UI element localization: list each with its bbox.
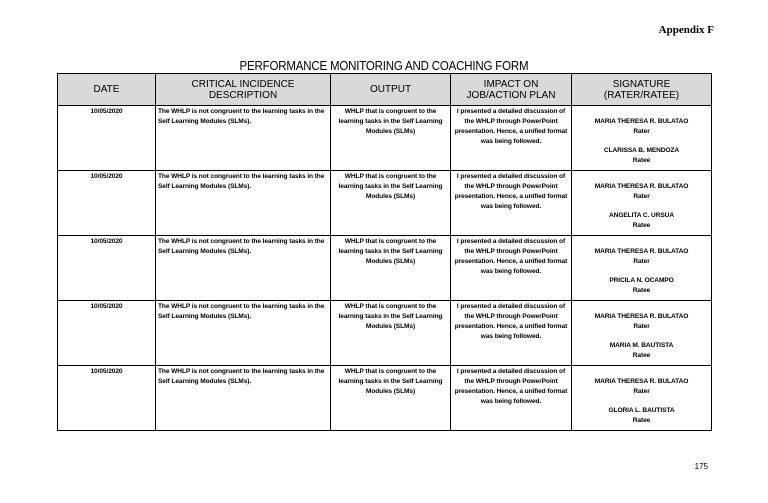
cell-output: WHLP that is congruent to the learning tasks in the Self Learning Modules (SLMs) (331, 301, 451, 366)
cell-signature (572, 236, 712, 301)
column-header-critical-incidence: CRITICAL INCIDENCE DESCRIPTION (156, 74, 331, 106)
ratee-role: Ratee (632, 352, 651, 359)
cell-signature (572, 106, 712, 171)
ratee-role: Ratee (632, 222, 651, 229)
cell-signature (572, 301, 712, 366)
cell-impact: I presented a detailed discussion of the WHLP through PowerPoint presentation. Hence, a unified format was being followed. (451, 236, 572, 301)
cell-critical-incidence: The WHLP is not congruent to the learning tasks in the Self Learning Modules (SLMs). (156, 301, 331, 366)
cell-signature (572, 366, 712, 431)
cell-critical-incidence: The WHLP is not congruent to the learning tasks in the Self Learning Modules (SLMs). (156, 366, 331, 431)
cell-critical-incidence: The WHLP is not congruent to the learning tasks in the Self Learning Modules (SLMs). (156, 106, 331, 171)
ratee-role: Ratee (632, 417, 651, 424)
cell-date: 10/05/2020 (58, 171, 156, 236)
table-header-row (58, 74, 712, 106)
cell-date: 10/05/2020 (58, 301, 156, 366)
ratee-name: CLARISSA B. MENDOZA (603, 147, 680, 154)
cell-date: 10/05/2020 (58, 236, 156, 301)
table-row (58, 236, 712, 301)
cell-impact: I presented a detailed discussion of the WHLP through PowerPoint presentation. Hence, a unified format was being followed. (451, 106, 572, 171)
coaching-form-table (57, 73, 712, 431)
rater-role: Rater (633, 193, 650, 200)
ratee-name: PRICILA N. OCAMPO (609, 277, 674, 284)
column-header-output: OUTPUT (331, 74, 451, 106)
ratee-role: Ratee (632, 287, 651, 294)
cell-output: WHLP that is congruent to the learning tasks in the Self Learning Modules (SLMs) (331, 171, 451, 236)
form-title: PERFORMANCE MONITORING AND COACHING FORM (239, 59, 529, 73)
column-header-impact: IMPACT ON JOB/ACTION PLAN (451, 74, 572, 106)
rater-name: MARIA THERESA R. BULATAO (594, 118, 689, 125)
cell-output: WHLP that is congruent to the learning tasks in the Self Learning Modules (SLMs) (331, 106, 451, 171)
page-number: 175 (694, 462, 708, 471)
rater-name: MARIA THERESA R. BULATAO (594, 313, 689, 320)
rater-name: MARIA THERESA R. BULATAO (594, 183, 689, 190)
appendix-label: Appendix F (658, 24, 714, 36)
table-row (58, 171, 712, 236)
cell-impact: I presented a detailed discussion of the WHLP through PowerPoint presentation. Hence, a unified format was being followed. (451, 171, 572, 236)
ratee-name: MARIA M. BAUTISTA (609, 342, 674, 349)
table-row (58, 301, 712, 366)
rater-role: Rater (633, 128, 650, 135)
rater-role: Rater (633, 323, 650, 330)
ratee-role: Ratee (632, 157, 651, 164)
cell-date: 10/05/2020 (58, 106, 156, 171)
ratee-name: ANGELITA C. URSUA (609, 212, 674, 219)
cell-signature (572, 171, 712, 236)
cell-date: 10/05/2020 (58, 366, 156, 431)
rater-name: MARIA THERESA R. BULATAO (594, 378, 689, 385)
rater-role: Rater (633, 388, 650, 395)
cell-critical-incidence: The WHLP is not congruent to the learning tasks in the Self Learning Modules (SLMs). (156, 236, 331, 301)
column-header-date: DATE (58, 74, 156, 106)
cell-critical-incidence: The WHLP is not congruent to the learning tasks in the Self Learning Modules (SLMs). (156, 171, 331, 236)
column-header-signature: SIGNATURE (RATER/RATEE) (572, 74, 712, 106)
rater-role: Rater (633, 258, 650, 265)
cell-impact: I presented a detailed discussion of the WHLP through PowerPoint presentation. Hence, a unified format was being followed. (451, 301, 572, 366)
ratee-name: GLORIA L. BAUTISTA (608, 407, 675, 414)
cell-output: WHLP that is congruent to the learning tasks in the Self Learning Modules (SLMs) (331, 236, 451, 301)
cell-impact: I presented a detailed discussion of the WHLP through PowerPoint presentation. Hence, a unified format was being followed. (451, 366, 572, 431)
rater-name: MARIA THERESA R. BULATAO (594, 248, 689, 255)
table-row (58, 366, 712, 431)
table-row (58, 106, 712, 171)
cell-output: WHLP that is congruent to the learning tasks in the Self Learning Modules (SLMs) (331, 366, 451, 431)
